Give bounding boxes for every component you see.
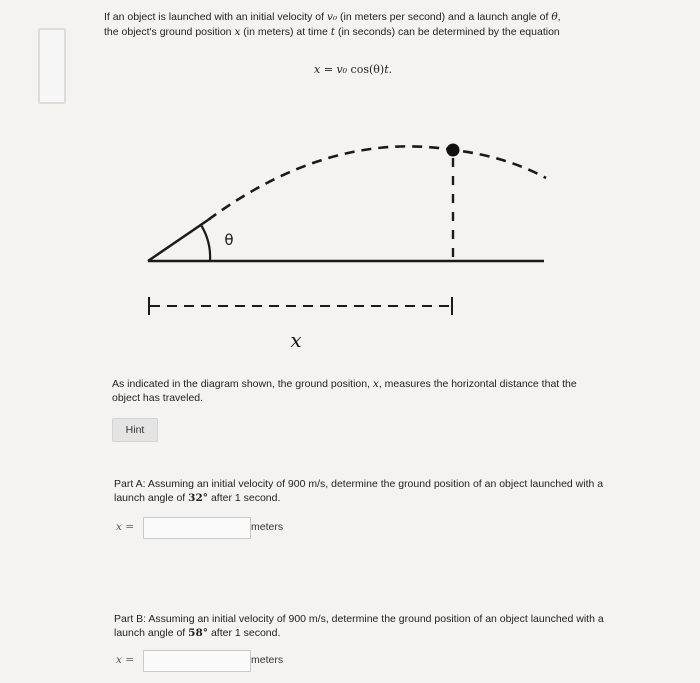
trajectory-diagram: [0, 120, 700, 360]
launch-angle-line: [148, 220, 208, 261]
part-b-var-label: x =: [116, 654, 135, 666]
angle-arc: [201, 225, 210, 261]
part-a-var-label: x =: [116, 521, 135, 533]
part-b-answer-input[interactable]: [143, 650, 251, 672]
theta-label: θ: [224, 231, 234, 249]
hint-button[interactable]: Hint: [112, 418, 158, 442]
object-dot: [447, 144, 460, 157]
part-a-answer-input[interactable]: [143, 517, 251, 539]
part-a-unit: meters: [251, 521, 284, 533]
diagram-description: As indicated in the diagram shown, the ground position, x, measures the horizontal distance that the object has traveled.: [112, 378, 577, 404]
part-b-question: Part B: Assuming an initial velocity of 900 m/s, determine the ground position of an object launched with a launch angle of 58° after 1 second.: [114, 613, 604, 639]
part-b-unit: meters: [251, 654, 284, 666]
intro-text: If an object is launched with an initial velocity of v₀ (in meters per second) and a launch angle of θ, the object's ground position x (in meters) at time t (in seconds) can be determined by the equation: [104, 11, 561, 38]
equation: x = v₀ cos(θ)t.: [314, 63, 393, 76]
part-a-question: Part A: Assuming an initial velocity of 900 m/s, determine the ground position of an object launched with a launch angle of 32° after 1 second.: [114, 478, 604, 504]
left-margin-tab: [38, 28, 66, 104]
trajectory-path: [208, 146, 546, 220]
x-label: x: [290, 328, 302, 352]
